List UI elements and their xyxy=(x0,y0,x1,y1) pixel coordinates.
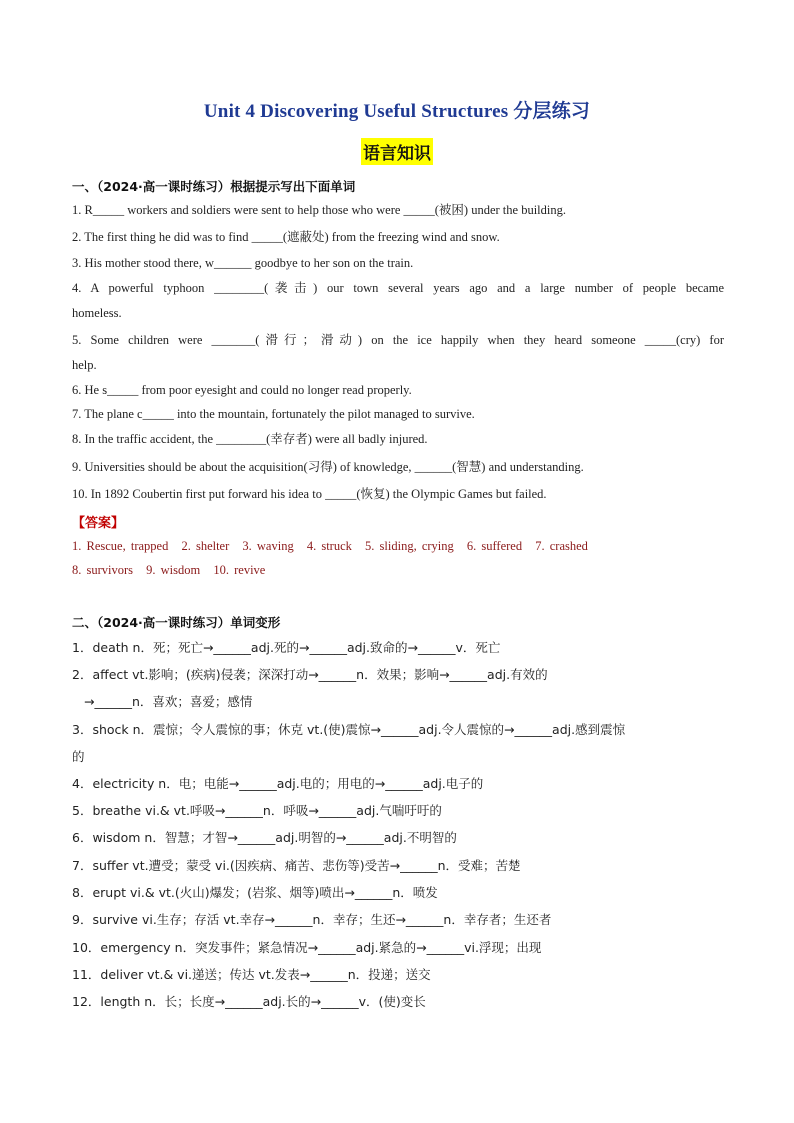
section-subtitle: 语言知识 xyxy=(361,138,433,165)
word-form-2-cont: →______n．喜欢；喜爱；感情 xyxy=(84,694,253,709)
answer-item: 5. sliding, crying xyxy=(365,539,454,553)
page-title: Unit 4 Discovering Useful Structures 分层练习 xyxy=(203,101,591,122)
answer-item: 2. shelter xyxy=(181,539,230,553)
word-form-9: 9．survive vi.生存；存活 vt.幸存→______n．幸存；生还→______n．幸存者；生还者 xyxy=(72,912,552,927)
question-3: 3. His mother stood there, w______ goodbye to her son on the train. xyxy=(72,256,414,270)
answer-label: 【答案】 xyxy=(72,516,125,531)
section2-heading: 二、（2024·高一课时练习）单词变形 xyxy=(72,615,281,630)
question-8: 8. In the traffic accident, the ________(幸存者) were all badly injured. xyxy=(72,432,428,446)
question-10: 10. In 1892 Coubertin first put forward his idea to _____(恢复) the Olympic Games but failed. xyxy=(72,487,547,501)
question-7: 7. The plane c_____ into the mountain, fortunately the pilot managed to survive. xyxy=(72,407,475,421)
subtitle-wrap xyxy=(0,138,794,165)
word-form-3-cont: 的 xyxy=(72,749,85,764)
answer-item: 7. crashed xyxy=(535,539,588,553)
question-6: 6. He s_____ from poor eyesight and could no longer read properly. xyxy=(72,383,412,397)
answer-item: 10. revive xyxy=(213,563,266,577)
answer-item: 3. waving xyxy=(242,539,294,553)
word-form-6: 6．wisdom n．智慧；才智→______adj.明智的→______adj.不明智的 xyxy=(72,830,457,845)
section1-heading: 一、（2024·高一课时练习）根据提示写出下面单词 xyxy=(72,179,356,194)
word-form-5: 5．breathe vi.& vt.呼吸→______n．呼吸→______adj.气喘吁吁的 xyxy=(72,803,442,818)
word-form-8: 8．erupt vi.& vt.(火山)爆发；(岩浆、烟等)喷出→______n．喷发 xyxy=(72,885,438,900)
question-4: 4. A powerful typhoon ________(袭击) our town several years ago and a large number of people became xyxy=(72,281,724,295)
question-4-cont: homeless. xyxy=(72,306,122,320)
answers-row-2 xyxy=(72,563,273,578)
word-form-4: 4．electricity n．电；电能→______adj.电的；用电的→______adj.电子的 xyxy=(72,776,484,791)
answers-row-1 xyxy=(72,539,596,554)
word-form-1: 1．death n．死；死亡→______adj.死的→______adj.致命的→______v．死亡 xyxy=(72,640,501,655)
word-form-11: 11．deliver vt.& vi.递送；传达 vt.发表→______n．投递；送交 xyxy=(72,967,431,982)
answer-item: 6. suffered xyxy=(466,539,523,553)
question-5: 5. Some children were _______(滑行；滑动) on the ice happily when they heard someone _____(cry) for xyxy=(72,333,724,347)
answer-item: 4. struck xyxy=(306,539,352,553)
word-form-7: 7．suffer vt.遭受；蒙受 vi.(因疾病、痛苦、悲伤等)受苦→______n．受难；苦楚 xyxy=(72,858,521,873)
answer-item: 9. wisdom xyxy=(146,563,201,577)
question-5-cont: help. xyxy=(72,358,97,372)
question-2: 2. The first thing he did was to find _____(遮蔽处) from the freezing wind and snow. xyxy=(72,230,500,244)
word-form-10: 10．emergency n．突发事件；紧急情况→______adj.紧急的→______vi.浮现；出现 xyxy=(72,940,542,955)
answer-item: 1. Rescue, trapped xyxy=(72,539,169,553)
word-form-12: 12．length n．长；长度→______adj.长的→______v．(使)变长 xyxy=(72,994,426,1009)
question-9: 9. Universities should be about the acquisition(习得) of knowledge, ______(智慧) and understanding. xyxy=(72,460,584,474)
word-form-3: 3．shock n．震惊；令人震惊的事；休克 vt.(使)震惊→______adj.令人震惊的→______adj.感到震惊 xyxy=(72,722,626,737)
word-form-2: 2．affect vt.影响；(疾病)侵袭；深深打动→______n．效果；影响→______adj.有效的 xyxy=(72,667,548,682)
question-1: 1. R_____ workers and soldiers were sent to help those who were _____(被困) under the building. xyxy=(72,203,567,217)
answer-item: 8. survivors xyxy=(72,563,134,577)
